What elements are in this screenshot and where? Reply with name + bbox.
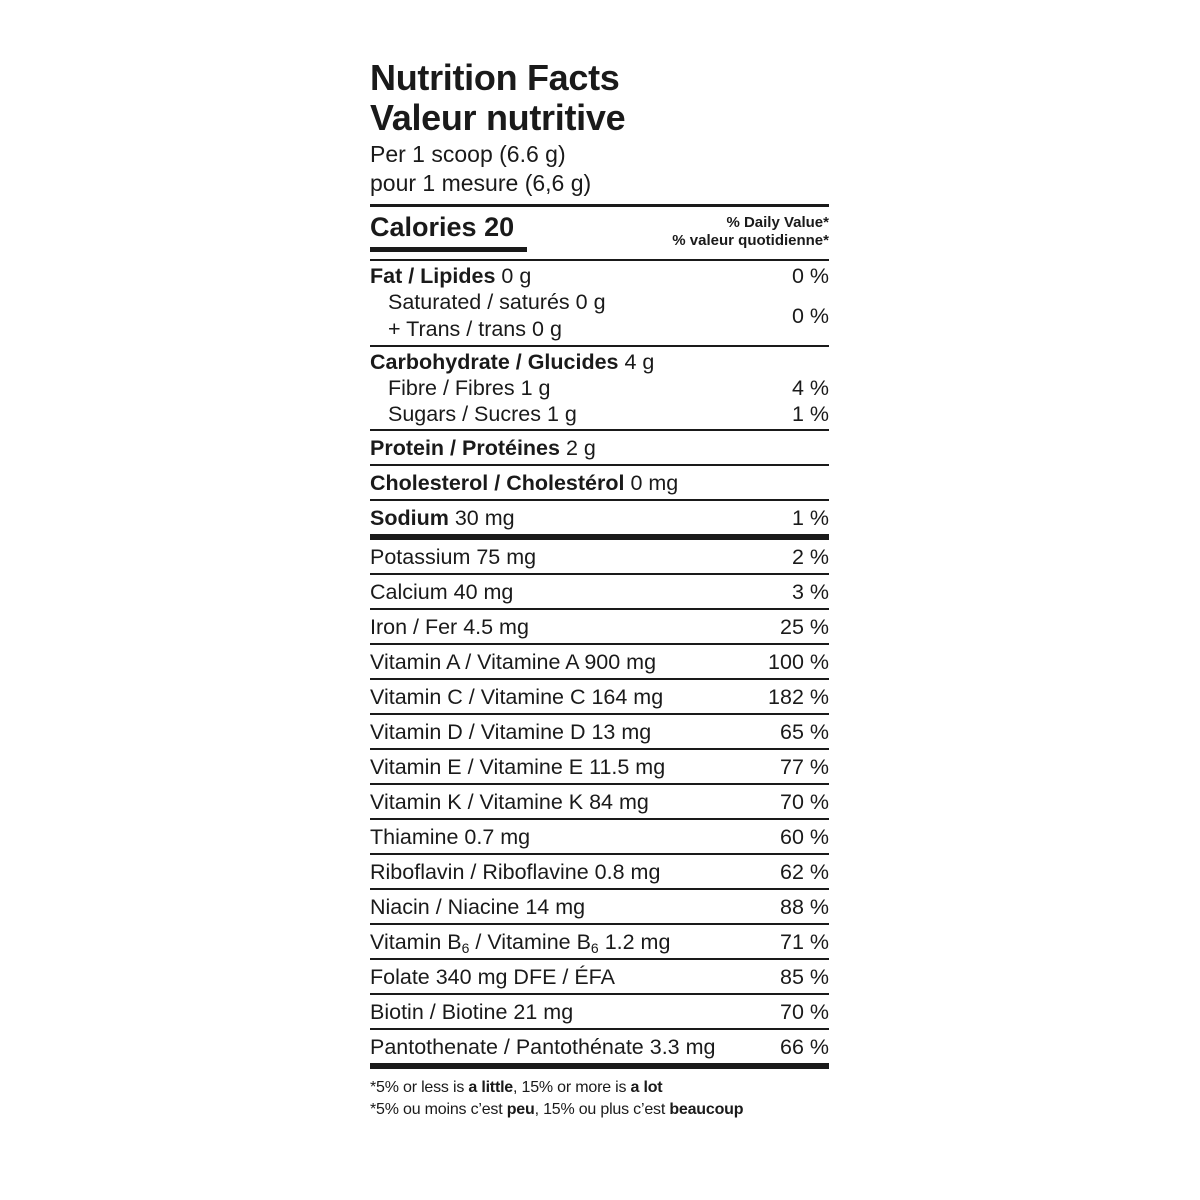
protein-row (370, 431, 829, 464)
nutrient-pct: 65 % (779, 719, 829, 744)
nutrient-pct: 66 % (779, 1034, 829, 1059)
nutrient-label: Biotin / Biotine 21 mg (370, 999, 574, 1024)
dv-fr: % valeur quotidienne* (672, 232, 829, 249)
nutrient-label: Vitamin E / Vitamine E 11.5 mg (370, 754, 666, 779)
fat-label: Fat / Lipides (370, 264, 496, 288)
nutrient-label: Calcium 40 mg (370, 579, 514, 604)
carb-group (370, 347, 829, 429)
cholesterol-amount: 0 mg (630, 470, 679, 495)
trans-label: + Trans / trans (388, 317, 527, 341)
serving-en: Per 1 scoop (6.6 g) (370, 141, 566, 167)
daily-value-header (672, 214, 829, 250)
nutrient-label: Niacin / Niacine 14 mg (370, 894, 586, 919)
micronutrient-row (370, 645, 829, 678)
title-en: Nutrition Facts (370, 57, 620, 98)
sat-trans-pct: 0 % (791, 303, 829, 328)
fibre-pct: 4 % (791, 376, 829, 400)
fat-pct: 0 % (791, 264, 829, 288)
nutrient-label: Riboflavin / Riboflavine 0.8 mg (370, 859, 661, 884)
protein-label: Protein / Protéines (370, 435, 560, 460)
nutrient-label: Vitamin $B_6$ / Vitamine $B_6$ 1.2 mg (370, 929, 671, 956)
sugars-row (370, 401, 829, 427)
micronutrient-row (370, 575, 829, 608)
micronutrient-row (370, 820, 829, 853)
micronutrient-row (370, 785, 829, 818)
footnote-en: *5% or less is a little, 15% or more is a lot (370, 1079, 663, 1096)
micronutrient-row (370, 750, 829, 783)
nutrient-pct: 3 % (791, 579, 829, 604)
nutrient-pct: 62 % (779, 859, 829, 884)
fibre-label: Fibre / Fibres (388, 376, 515, 400)
footnote-fr: *5% ou moins c’est peu, 15% ou plus c’est beaucoup (370, 1101, 744, 1118)
micronutrient-row (370, 610, 829, 643)
micronutrient-row (370, 995, 829, 1028)
nutrient-pct: 100 % (768, 649, 829, 674)
nutrient-pct: 25 % (779, 614, 829, 639)
saturated-label: Saturated / saturés (388, 290, 570, 314)
sodium-amount: 30 mg (454, 505, 515, 530)
fat-row (370, 263, 829, 289)
nutrient-label: Vitamin D / Vitamine D 13 mg (370, 719, 652, 744)
nutrient-pct: 85 % (779, 964, 829, 989)
calories-row (370, 207, 829, 259)
divider-thick (370, 1063, 829, 1069)
fibre-amount: 1 g (520, 376, 551, 400)
nutrient-label: Vitamin C / Vitamine C 164 mg (370, 684, 664, 709)
micronutrient-row (370, 1030, 829, 1063)
sugars-amount: 1 g (546, 402, 577, 426)
nutrient-pct: 60 % (779, 824, 829, 849)
fat-group (370, 261, 829, 345)
micronutrient-row (370, 890, 829, 923)
micronutrient-row (370, 855, 829, 888)
fibre-row (370, 375, 829, 401)
trans-line (388, 316, 606, 343)
nutrient-label: Folate 340 mg DFE / ÉFA (370, 964, 615, 989)
sugars-pct: 1 % (791, 402, 829, 426)
carb-label: Carbohydrate / Glucides (370, 350, 619, 374)
fat-amount: 0 g (501, 264, 532, 288)
nutrient-pct: 2 % (791, 544, 829, 569)
dv-en: % Daily Value* (726, 214, 829, 231)
calories-value: 20 (484, 212, 515, 242)
nutrient-label: Pantothenate / Pantothénate 3.3 mg (370, 1034, 716, 1059)
sodium-pct: 1 % (791, 505, 829, 530)
vitamin-b6-row (370, 925, 829, 958)
title-fr: Valeur nutritive (370, 97, 626, 138)
micronutrient-row (370, 960, 829, 993)
calories-label: Calories (370, 212, 477, 242)
sat-trans-row (370, 289, 829, 343)
micronutrients (370, 540, 829, 1063)
nutrition-facts-table (370, 58, 829, 1121)
protein-amount: 2 g (565, 435, 596, 460)
saturated-line (388, 289, 606, 316)
saturated-amount: 0 g (575, 290, 606, 314)
nutrient-pct: 70 % (779, 789, 829, 814)
nutrient-pct: 182 % (768, 684, 829, 709)
micronutrient-row (370, 540, 829, 573)
nutrient-pct: 77 % (779, 754, 829, 779)
nutrient-label: Potassium 75 mg (370, 544, 537, 569)
cholesterol-label: Cholesterol / Cholestérol (370, 470, 625, 495)
nutrient-label: Thiamine 0.7 mg (370, 824, 531, 849)
calories-bar (370, 247, 527, 252)
nutrient-label: Vitamin K / Vitamine K 84 mg (370, 789, 649, 814)
nutrient-label: Vitamin A / Vitamine A 900 mg (370, 649, 657, 674)
cholesterol-row (370, 466, 829, 499)
nutrient-pct: 71 % (779, 929, 829, 954)
micronutrient-row (370, 715, 829, 748)
sodium-row (370, 501, 829, 534)
nutrient-pct: 88 % (779, 894, 829, 919)
carb-row (370, 349, 829, 375)
nutrient-pct: 70 % (779, 999, 829, 1024)
sodium-label: Sodium (370, 505, 449, 530)
micronutrient-row (370, 680, 829, 713)
nutrient-label: Iron / Fer 4.5 mg (370, 614, 529, 639)
serving-fr: pour 1 mesure (6,6 g) (370, 170, 592, 196)
sugars-label: Sugars / Sucres (388, 402, 541, 426)
trans-amount: 0 g (532, 317, 562, 341)
footnote (370, 1077, 829, 1121)
carb-amount: 4 g (624, 350, 655, 374)
serving-size (370, 140, 829, 198)
